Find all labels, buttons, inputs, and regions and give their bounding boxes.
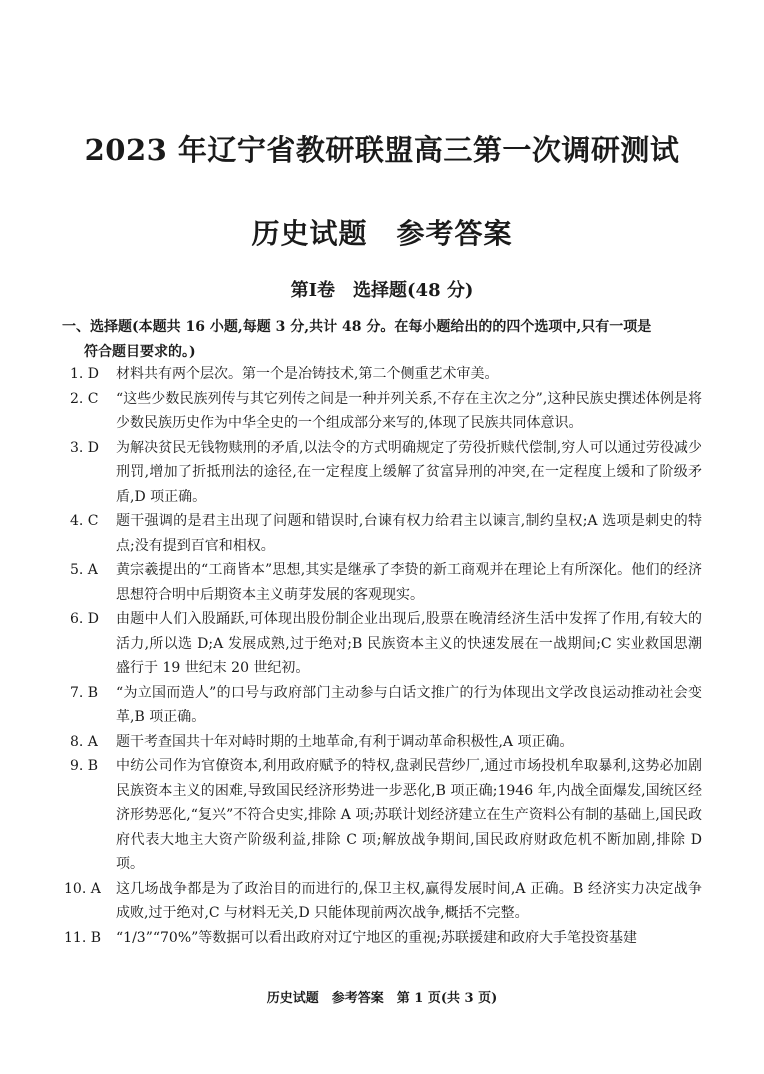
section-instruction xyxy=(62,315,702,365)
answer-number: 4. C xyxy=(70,513,99,529)
answer-item xyxy=(70,730,702,755)
answer-explanation: 题干强调的是君主出现了问题和错误时,台谏有权力给君主以谏言,制约皇权;A 选项是刺史的特点;没有提到百官和相权。 xyxy=(116,513,702,554)
answer-explanation: 为解决贫民无钱物赎刑的矛盾,以法令的方式明确规定了劳役折赎代偿制,穷人可以通过劳役减少刑罚,增加了折抵刑法的途径,在一定程度上缓解了贫富异刑的冲突,在一定程度上缓和了阶级矛盾,D 项正确。 xyxy=(116,439,702,505)
answer-number: 2. C xyxy=(70,390,99,407)
answer-list xyxy=(64,362,702,950)
page-subtitle: 历史试题 参考答案 xyxy=(251,217,513,250)
answer-explanation: 黄宗羲提出的“工商皆本”思想,其实是继承了李贽的新工商观并在理论上有所深化。他们的经济思想符合明中后期资本主义萌芽发展的客观现实。 xyxy=(116,562,702,603)
answer-explanation: 这几场战争都是为了政治目的而进行的,保卫主权,赢得发展时间,A 正确。B 经济实力决定战争成败,过于绝对,C 与材料无关,D 只能体现前两次战争,概括不完整。 xyxy=(116,880,702,921)
instruction-line-1: 一、选择题(本题共 16 小题,每题 3 分,共计 48 分。在每小题给出的的四个选项中,只有一项是 xyxy=(62,319,652,335)
page-title: 2023 年辽宁省教研联盟高三第一次调研测试 xyxy=(84,133,680,167)
answer-explanation: 中纺公司作为官僚资本,利用政府赋予的特权,盘剥民营纱厂,通过市场投机牟取暴利,这势必加剧民族资本主义的困难,导致国民经济形势进一步恶化,B 项正确;1946 年,内战全面爆发,国统区经济形势恶化,“复兴”不符合史实,排除 A 项;苏联计划经济建立在生产资料公有制的基础上,国民政府代表大地主大资产阶级利益,排除 C 项;解放战争期间,国民政府财政危机不断加剧,排除 D 项。 xyxy=(116,758,702,872)
answer-number: 10. A xyxy=(64,880,101,897)
instruction-line-2: 符合题目要求的。) xyxy=(84,344,196,360)
answer-item xyxy=(64,926,702,951)
answer-number: 1. D xyxy=(70,366,100,382)
answer-explanation: 题干考查国共十年对峙时期的土地革命,有利于调动革命积极性,A 项正确。 xyxy=(116,733,574,750)
answer-item xyxy=(70,754,702,877)
answer-explanation: 由题中人们入股踊跃,可体现出股份制企业出现后,股票在晚清经济生活中发挥了作用,有较大的活力,所以选 D;A 发展成熟,过于绝对;B 民族资本主义的快速发展在一战期间;C 实业救国思潮盛行于 19 世纪末 20 世纪初。 xyxy=(116,611,702,676)
answer-explanation: “这些少数民族列传与其它列传之间是一种并列关系,不存在主次之分”,这种民族史撰述体例是将少数民族历史作为中华全史的一个组成部分来写的,体现了民族共同体意识。 xyxy=(116,390,702,431)
section-heading: 第Ⅰ卷 选择题(48 分) xyxy=(290,280,474,301)
answer-number: 6. D xyxy=(70,611,100,627)
answer-item xyxy=(70,436,702,510)
answer-explanation: 材料共有两个层次。第一个是冶铸技术,第二个侧重艺术审美。 xyxy=(116,366,499,382)
page-footer: 历史试题 参考答案 第 1 页(共 3 页) xyxy=(266,991,498,1006)
answer-number: 5. A xyxy=(70,562,98,578)
answer-item xyxy=(70,558,702,607)
answer-number: 11. B xyxy=(64,929,102,946)
answer-number: 9. B xyxy=(70,758,99,774)
answer-item xyxy=(70,387,702,436)
answer-number: 3. D xyxy=(70,439,100,456)
answer-item xyxy=(70,509,702,558)
answer-item xyxy=(70,362,702,387)
answer-item xyxy=(64,877,702,926)
answer-explanation: “为立国而造人”的口号与政府部门主动参与白话文推广的行为体现出文学改良运动推动社会变革,B 项正确。 xyxy=(116,684,702,725)
answer-number: 7. B xyxy=(70,684,99,701)
answer-number: 8. A xyxy=(70,733,98,750)
answer-item xyxy=(70,681,702,730)
answer-explanation: “1/3”“70%”等数据可以看出政府对辽宁地区的重视;苏联援建和政府大手笔投资基建 xyxy=(116,929,637,946)
answer-item xyxy=(70,607,702,681)
